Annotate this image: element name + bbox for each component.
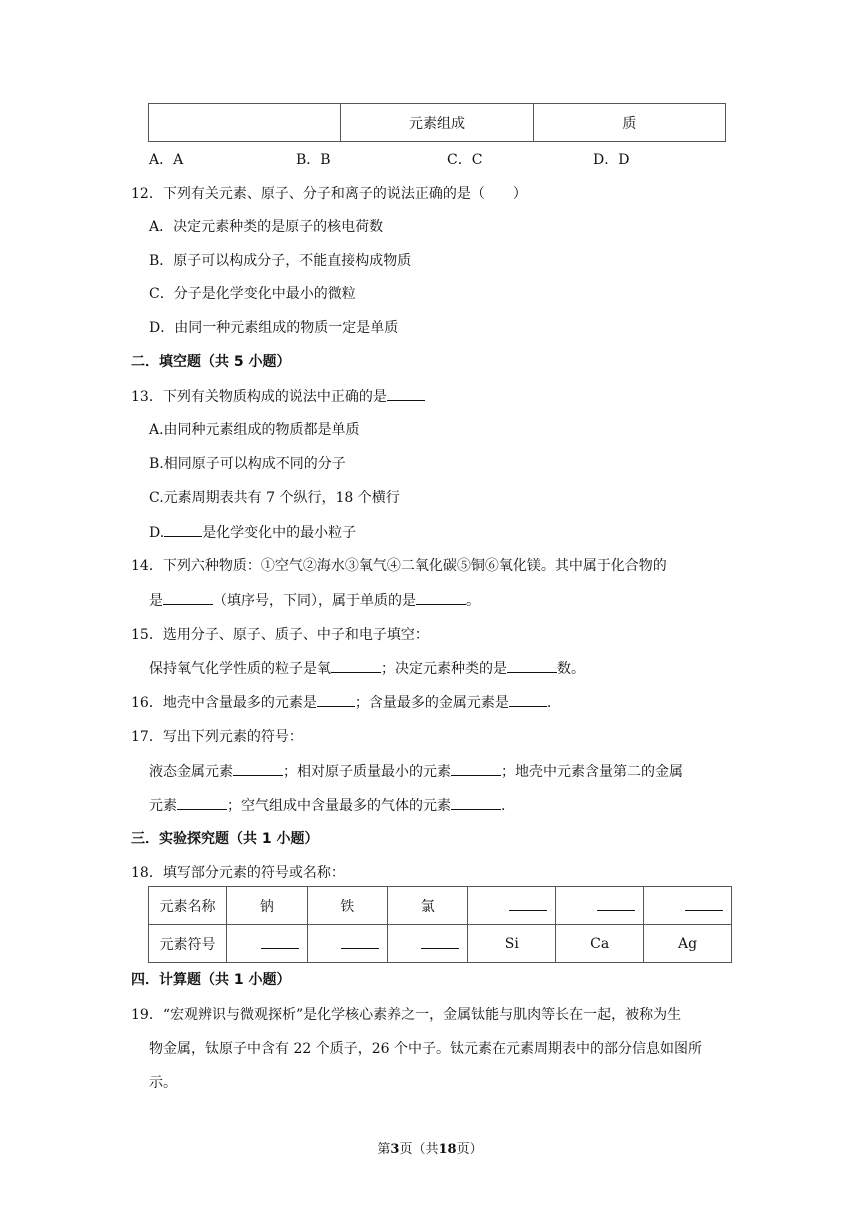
element-name-cell: 铁 <box>307 887 387 925</box>
q11-option-a[interactable]: A．A <box>149 152 184 168</box>
q16-blank-1[interactable] <box>317 692 355 707</box>
q14-line2 <box>149 590 480 611</box>
element-name-cell: 氯 <box>387 887 467 925</box>
footer-text-c: 页） <box>456 1142 483 1157</box>
q17-text-f: . <box>501 798 506 814</box>
q14-line1: 14．下列六种物质：①空气②海水③氧气④二氧化碳⑤铜⑥氧化镁。其中属于化合物的 <box>131 558 667 574</box>
q17-line1: 17．写出下列元素的符号： <box>131 729 303 745</box>
element-symbol-blank-cell[interactable] <box>227 925 307 963</box>
top-table-cell: 质 <box>533 104 725 142</box>
q17-text-a: 液态金属元素 <box>149 764 233 780</box>
q15-blank-2[interactable] <box>507 658 557 673</box>
footer-total-pages: 18 <box>438 1142 457 1157</box>
q15-blank-1[interactable] <box>331 658 381 673</box>
element-symbol-blank[interactable] <box>421 934 459 949</box>
q12-option-a[interactable]: A．决定元素种类的是原子的核电荷数 <box>149 219 384 235</box>
element-name-blank-cell[interactable] <box>644 887 732 925</box>
q13-stem <box>131 386 425 407</box>
q17-text-c: ；地壳中元素含量第二的金属 <box>501 764 683 780</box>
q14-text-a: 是 <box>149 593 163 609</box>
q16-line <box>131 692 551 713</box>
q11-option-c[interactable]: C．C <box>447 152 483 168</box>
footer-text-a: 第 <box>377 1142 391 1157</box>
q12-option-b[interactable]: B．原子可以构成分子，不能直接构成物质 <box>149 253 412 269</box>
element-symbol-cell: Si <box>468 925 556 963</box>
q13-answer-blank[interactable] <box>387 386 425 401</box>
q13-option-d-suffix: 是化学变化中的最小粒子 <box>202 525 357 541</box>
q17-blank-4[interactable] <box>451 795 501 810</box>
element-name-blank-cell[interactable] <box>468 887 556 925</box>
section-2-title: 二．填空题（共 5 小题） <box>131 354 291 370</box>
element-symbol-blank-cell[interactable] <box>387 925 467 963</box>
page-footer <box>0 1138 860 1157</box>
q16-text-c: . <box>546 695 552 711</box>
element-name-blank[interactable] <box>685 896 723 911</box>
q16-text-a: 16．地壳中含量最多的元素是 <box>131 695 317 711</box>
q12-option-d[interactable]: D．由同一种元素组成的物质一定是单质 <box>149 320 399 336</box>
element-symbol-blank[interactable] <box>341 934 379 949</box>
q18-stem: 18．填写部分元素的符号或名称： <box>131 865 345 881</box>
top-table <box>148 103 726 142</box>
q17-blank-1[interactable] <box>233 761 283 776</box>
q17-text-d: 元素 <box>149 798 177 814</box>
q13-option-d-prefix: D. <box>149 525 165 541</box>
element-symbol-blank[interactable] <box>261 934 299 949</box>
element-symbol-cell: Ca <box>556 925 644 963</box>
element-name-blank[interactable] <box>597 896 635 911</box>
q15-line1: 15．选用分子、原子、质子、中子和电子填空： <box>131 627 429 643</box>
element-table-header-name: 元素名称 <box>149 887 227 925</box>
q17-blank-3[interactable] <box>177 795 227 810</box>
q15-text-a: 保持氧气化学性质的粒子是氧 <box>149 661 331 677</box>
section-4-title: 四．计算题（共 1 小题） <box>131 972 291 988</box>
q16-blank-2[interactable] <box>509 692 547 707</box>
q13-option-d <box>149 522 356 543</box>
q13-option-b: B.相同原子可以构成不同的分子 <box>149 456 346 472</box>
q14-text-c: 。 <box>466 593 480 609</box>
q14-element-blank[interactable] <box>416 590 466 605</box>
element-table <box>148 886 732 963</box>
q19-line1: 19．“宏观辨识与微观探析”是化学核心素养之一，金属钛能与肌肉等长在一起，被称为生 <box>131 1007 682 1023</box>
q16-text-b: ；含量最多的金属元素是 <box>354 695 509 711</box>
section-3-title: 三．实验探究题（共 1 小题） <box>131 831 319 847</box>
q12-option-c[interactable]: C．分子是化学变化中最小的微粒 <box>149 286 356 302</box>
element-table-header-symbol: 元素符号 <box>149 925 227 963</box>
element-symbol-cell: Ag <box>644 925 732 963</box>
q14-compound-blank[interactable] <box>163 590 213 605</box>
q14-text-b: （填序号，下同），属于单质的是 <box>213 593 416 609</box>
q19-line2: 物金属，钛原子中含有 22 个质子，26 个中子。钛元素在元素周期表中的部分信息如图所 <box>149 1041 702 1057</box>
q17-line2 <box>149 761 683 782</box>
q19-line3: 示。 <box>149 1075 177 1091</box>
q15-text-c: 数。 <box>557 661 585 677</box>
footer-text-b: 页（共 <box>399 1142 439 1157</box>
q13-stem-text: 13．下列有关物质构成的说法中正确的是 <box>131 389 387 405</box>
q11-option-b[interactable]: B．B <box>296 152 331 168</box>
q11-option-d[interactable]: D．D <box>593 152 630 168</box>
element-name-cell: 钠 <box>227 887 307 925</box>
footer-page-number: 3 <box>390 1142 400 1157</box>
q17-line3 <box>149 795 505 816</box>
q12-stem: 12．下列有关元素、原子、分子和离子的说法正确的是（ ） <box>131 186 527 202</box>
element-name-blank-cell[interactable] <box>556 887 644 925</box>
q17-text-b: ；相对原子质量最小的元素 <box>283 764 451 780</box>
element-name-blank[interactable] <box>509 896 547 911</box>
q15-text-b: ；决定元素种类的是 <box>381 661 507 677</box>
top-table-cell <box>149 104 341 142</box>
q17-blank-2[interactable] <box>451 761 501 776</box>
top-table-cell: 元素组成 <box>341 104 533 142</box>
q15-line2 <box>149 658 585 679</box>
element-symbol-blank-cell[interactable] <box>307 925 387 963</box>
q13-option-c: C.元素周期表共有 7 个纵行，18 个横行 <box>149 490 400 506</box>
q13-option-a: A.由同种元素组成的物质都是单质 <box>149 422 360 438</box>
q13-option-d-blank[interactable] <box>164 522 202 537</box>
q17-text-e: ；空气组成中含量最多的气体的元素 <box>227 798 451 814</box>
